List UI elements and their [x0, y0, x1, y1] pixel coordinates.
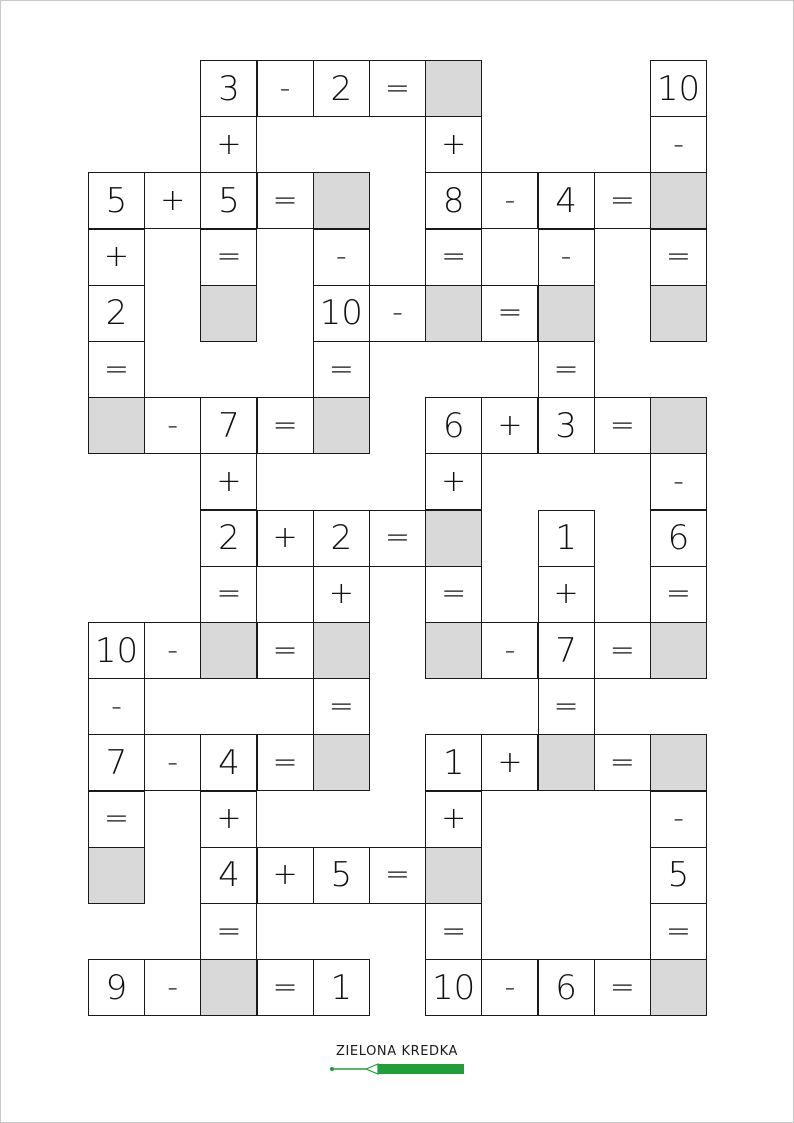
number-cell: 4 — [200, 847, 257, 904]
number-cell: 2 — [313, 510, 370, 567]
operator-cell: + — [257, 847, 314, 904]
operator-cell: = — [594, 397, 651, 454]
number-cell: 6 — [425, 397, 482, 454]
number-cell: 5 — [88, 172, 145, 229]
number-cell: 6 — [538, 959, 595, 1016]
number-cell: 2 — [88, 285, 145, 342]
operator-cell: + — [88, 229, 145, 286]
answer-blank-cell[interactable] — [650, 622, 707, 679]
operator-cell: = — [594, 622, 651, 679]
number-cell: 3 — [538, 397, 595, 454]
operator-cell: - — [481, 172, 538, 229]
number-cell: 7 — [88, 734, 145, 791]
operator-cell: = — [257, 622, 314, 679]
operator-cell: = — [425, 903, 482, 960]
answer-blank-cell[interactable] — [313, 734, 370, 791]
number-cell: 3 — [200, 60, 257, 117]
operator-cell: - — [481, 622, 538, 679]
operator-cell: - — [650, 453, 707, 510]
answer-blank-cell[interactable] — [200, 622, 257, 679]
answer-blank-cell[interactable] — [425, 622, 482, 679]
operator-cell: = — [88, 791, 145, 848]
answer-blank-cell[interactable] — [200, 959, 257, 1016]
answer-blank-cell[interactable] — [313, 172, 370, 229]
operator-cell: = — [538, 341, 595, 398]
number-cell: 8 — [425, 172, 482, 229]
number-cell: 9 — [88, 959, 145, 1016]
number-cell: 1 — [313, 959, 370, 1016]
number-cell: 5 — [200, 172, 257, 229]
operator-cell: - — [88, 678, 145, 735]
operator-cell: = — [313, 678, 370, 735]
operator-cell: = — [200, 903, 257, 960]
answer-blank-cell[interactable] — [88, 397, 145, 454]
answer-blank-cell[interactable] — [650, 734, 707, 791]
number-cell: 5 — [313, 847, 370, 904]
operator-cell: - — [257, 60, 314, 117]
operator-cell: + — [425, 116, 482, 173]
answer-blank-cell[interactable] — [538, 285, 595, 342]
operator-cell: + — [200, 116, 257, 173]
number-cell: 2 — [313, 60, 370, 117]
operator-cell: = — [257, 734, 314, 791]
operator-cell: - — [144, 959, 201, 1016]
answer-blank-cell[interactable] — [650, 172, 707, 229]
answer-blank-cell[interactable] — [425, 60, 482, 117]
operator-cell: = — [425, 229, 482, 286]
answer-blank-cell[interactable] — [313, 397, 370, 454]
answer-blank-cell[interactable] — [425, 510, 482, 567]
operator-cell: - — [538, 229, 595, 286]
operator-cell: - — [144, 397, 201, 454]
operator-cell: = — [313, 341, 370, 398]
operator-cell: - — [481, 959, 538, 1016]
operator-cell: - — [144, 734, 201, 791]
operator-cell: = — [257, 397, 314, 454]
number-cell: 4 — [538, 172, 595, 229]
logo-text: ZIELONA KREDKA — [335, 1044, 459, 1059]
number-cell: 1 — [538, 510, 595, 567]
number-cell: 7 — [200, 397, 257, 454]
operator-cell: = — [594, 172, 651, 229]
answer-blank-cell[interactable] — [88, 847, 145, 904]
answer-blank-cell[interactable] — [425, 285, 482, 342]
operator-cell: = — [650, 903, 707, 960]
operator-cell: = — [650, 566, 707, 623]
green-crayon-icon — [328, 1062, 468, 1076]
operator-cell: = — [650, 229, 707, 286]
operator-cell: + — [144, 172, 201, 229]
operator-cell: + — [425, 791, 482, 848]
operator-cell: = — [200, 566, 257, 623]
operator-cell: + — [200, 453, 257, 510]
operator-cell: = — [369, 510, 426, 567]
operator-cell: - — [650, 791, 707, 848]
operator-cell: - — [369, 285, 426, 342]
operator-cell: = — [200, 229, 257, 286]
operator-cell: - — [144, 622, 201, 679]
number-cell: 5 — [650, 847, 707, 904]
answer-blank-cell[interactable] — [650, 285, 707, 342]
answer-blank-cell[interactable] — [538, 734, 595, 791]
answer-blank-cell[interactable] — [650, 959, 707, 1016]
number-cell: 6 — [650, 510, 707, 567]
operator-cell: + — [200, 791, 257, 848]
operator-cell: = — [369, 60, 426, 117]
number-cell: 4 — [200, 734, 257, 791]
number-cell: 10 — [88, 622, 145, 679]
operator-cell: + — [481, 397, 538, 454]
operator-cell: + — [538, 566, 595, 623]
answer-blank-cell[interactable] — [425, 847, 482, 904]
answer-blank-cell[interactable] — [200, 285, 257, 342]
operator-cell: + — [257, 510, 314, 567]
brand-logo — [324, 1044, 470, 1080]
operator-cell: + — [481, 734, 538, 791]
number-cell: 10 — [650, 60, 707, 117]
operator-cell: = — [425, 566, 482, 623]
operator-cell: = — [88, 341, 145, 398]
operator-cell: + — [313, 566, 370, 623]
number-cell: 1 — [425, 734, 482, 791]
operator-cell: = — [481, 285, 538, 342]
answer-blank-cell[interactable] — [313, 622, 370, 679]
operator-cell: - — [313, 229, 370, 286]
operator-cell: = — [257, 959, 314, 1016]
number-cell: 2 — [200, 510, 257, 567]
operator-cell: - — [650, 116, 707, 173]
operator-cell: = — [257, 172, 314, 229]
operator-cell: = — [538, 678, 595, 735]
number-cell: 7 — [538, 622, 595, 679]
number-cell: 10 — [425, 959, 482, 1016]
operator-cell: + — [425, 453, 482, 510]
number-cell: 10 — [313, 285, 370, 342]
operator-cell: = — [594, 959, 651, 1016]
answer-blank-cell[interactable] — [650, 397, 707, 454]
operator-cell: = — [594, 734, 651, 791]
operator-cell: = — [369, 847, 426, 904]
